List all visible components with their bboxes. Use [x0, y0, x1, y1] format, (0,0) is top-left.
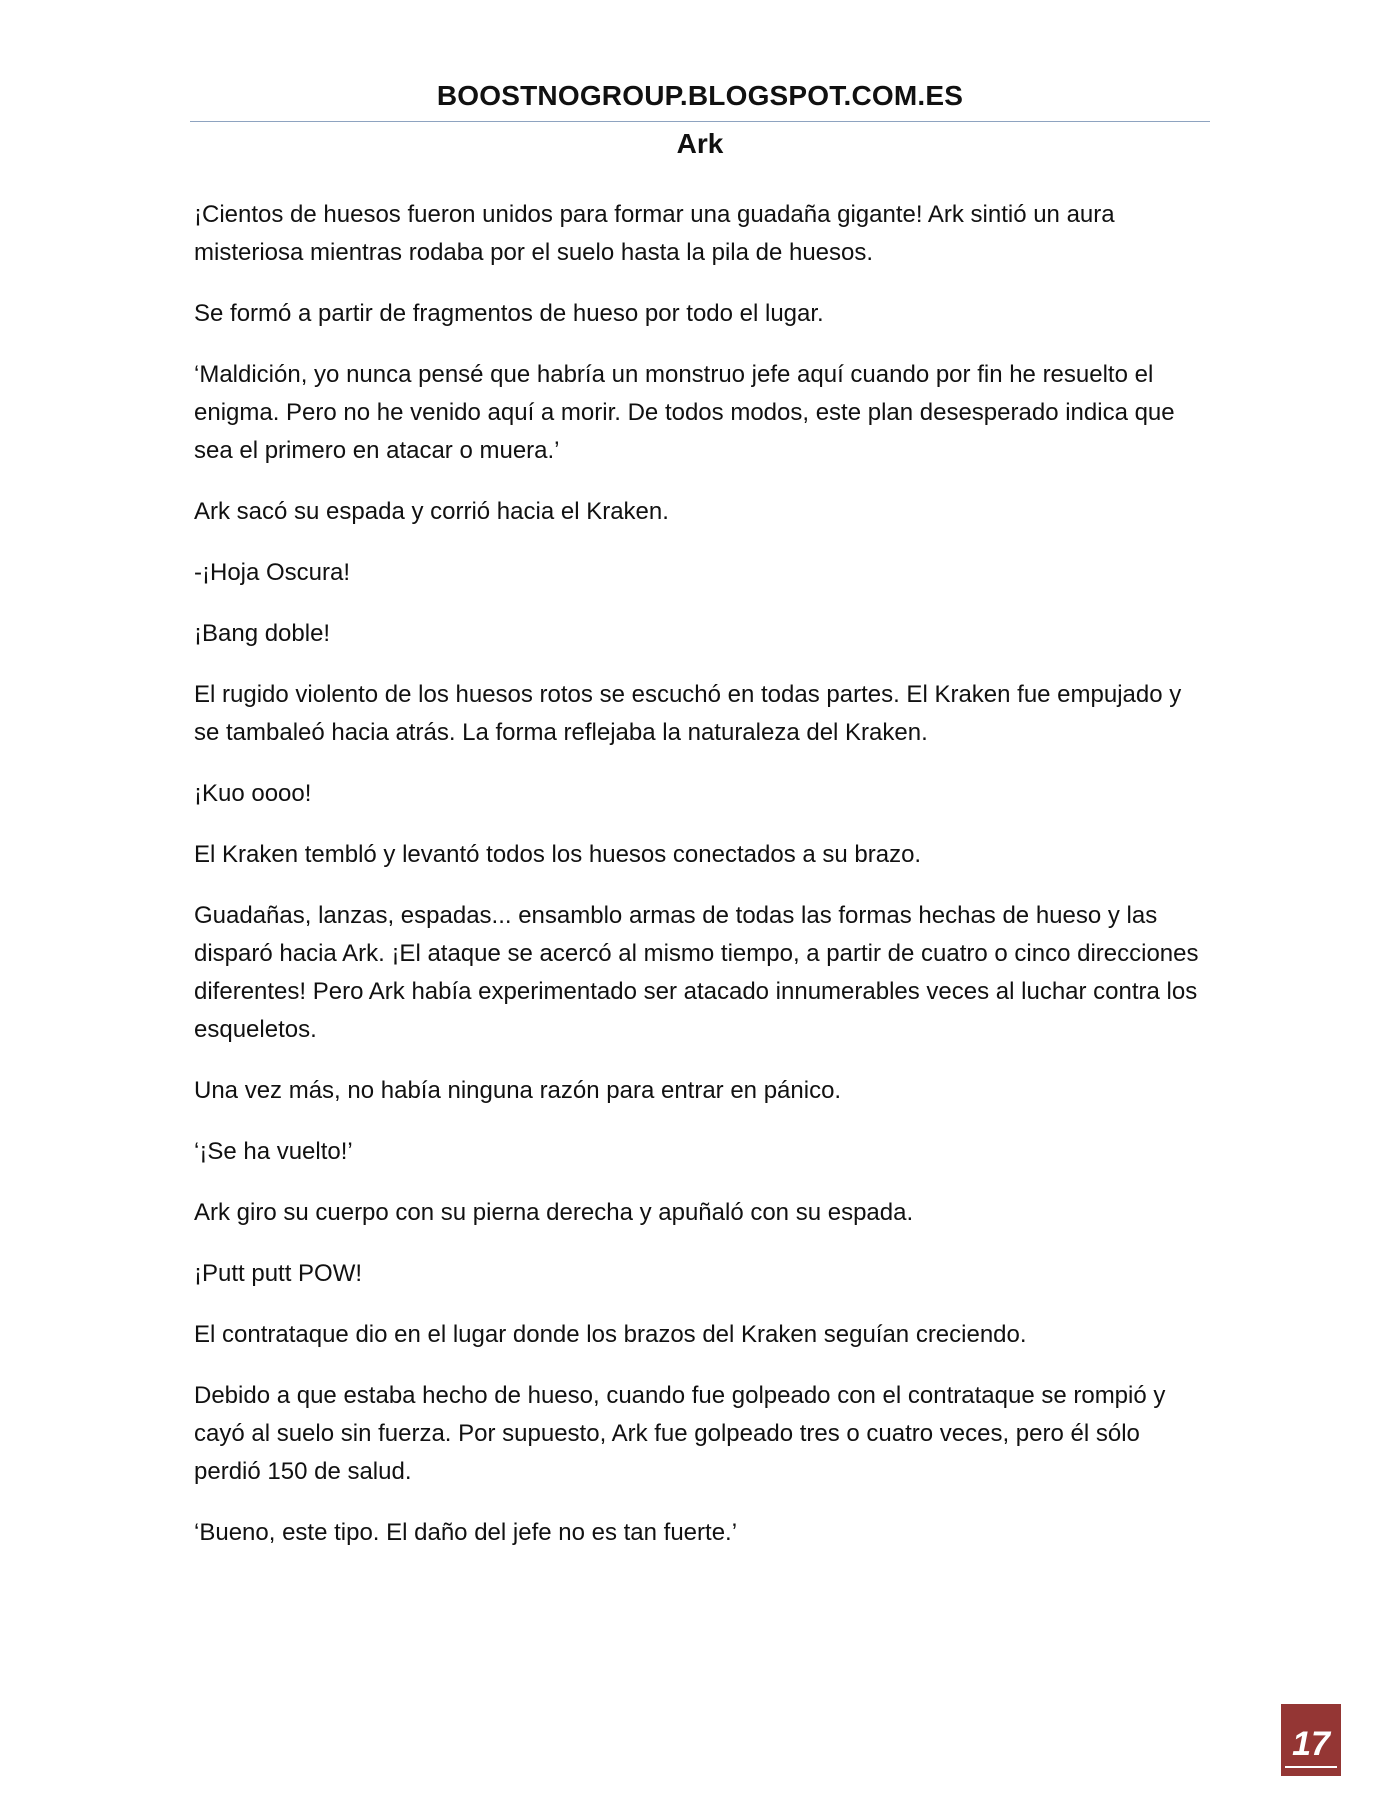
body-text	[194, 196, 1204, 1575]
paragraph: -¡Hoja Oscura!	[194, 559, 351, 586]
paragraph: ¡Cientos de huesos fueron unidos para formar una guadaña gigante! Ark sintió un aura misteriosa mientras rodaba por el suelo hasta la pila de huesos.	[194, 201, 1115, 266]
page-number: 17	[1292, 1725, 1330, 1763]
paragraph: ¡Bang doble!	[194, 620, 331, 647]
paragraph: Una vez más, no había ninguna razón para entrar en pánico.	[194, 1077, 842, 1104]
page-number-box	[1281, 1704, 1341, 1776]
paragraph: Debido a que estaba hecho de hueso, cuando fue golpeado con el contrataque se rompió y cayó al suelo sin fuerza. Por supuesto, Ark fue golpeado tres o cuatro veces, pero él sólo perdió 150 de salud.	[194, 1382, 1166, 1485]
paragraph: Guadañas, lanzas, espadas... ensamblo armas de todas las formas hechas de hueso y las disparó hacia Ark. ¡El ataque se acercó al mismo tiempo, a partir de cuatro o cinco direcciones diferentes! Pero Ark había experimentado ser atacado innumerables veces al luchar contra los esqueletos.	[194, 902, 1199, 1043]
paragraph: El rugido violento de los huesos rotos se escuchó en todas partes. El Kraken fue empujado y se tambaleó hacia atrás. La forma reflejaba la naturaleza del Kraken.	[194, 681, 1182, 746]
paragraph: ¡Kuo oooo!	[194, 780, 312, 807]
paragraph: Se formó a partir de fragmentos de hueso por todo el lugar.	[194, 300, 824, 327]
paragraph: El contrataque dio en el lugar donde los brazos del Kraken seguían creciendo.	[194, 1321, 1027, 1348]
chapter-title: Ark	[676, 128, 724, 159]
page-header-rule	[190, 121, 1210, 122]
page-number-underline	[1285, 1766, 1337, 1768]
paragraph: El Kraken tembló y levantó todos los huesos conectados a su brazo.	[194, 841, 922, 868]
paragraph: ‘Bueno, este tipo. El daño del jefe no es tan fuerte.’	[194, 1519, 738, 1546]
paragraph: Ark sacó su espada y corrió hacia el Kraken.	[194, 498, 669, 525]
paragraph: Ark giro su cuerpo con su pierna derecha y apuñaló con su espada.	[194, 1199, 914, 1226]
page-header-site: BOOSTNOGROUP.BLOGSPOT.COM.ES	[436, 80, 964, 111]
paragraph: ¡Putt putt POW!	[194, 1260, 363, 1287]
paragraph: ‘Maldición, yo nunca pensé que habría un monstruo jefe aquí cuando por fin he resuelto el enigma. Pero no he venido aquí a morir. De todos modos, este plan desesperado indica que sea el primero en atacar o muera.’	[194, 361, 1175, 464]
paragraph: ‘¡Se ha vuelto!’	[194, 1138, 353, 1165]
